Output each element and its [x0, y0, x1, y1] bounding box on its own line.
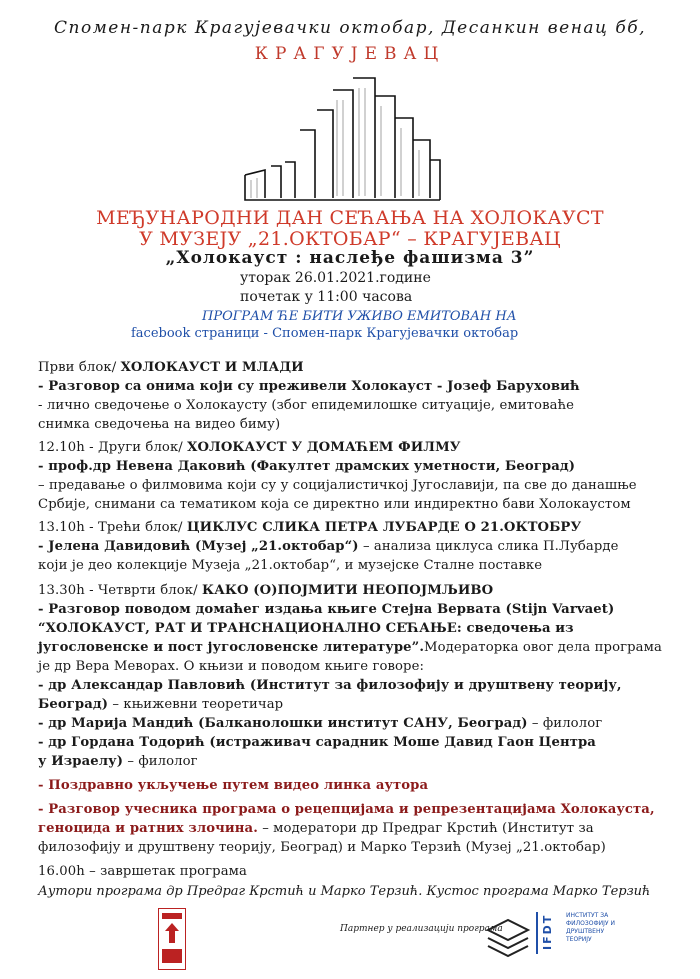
block2-line3: – предавање о филмовима који су у социјалистичкој Југославији, па све до данашње: [38, 478, 637, 493]
ifdt-line3: ДРУШТВЕНУ: [566, 928, 605, 935]
block4-title: КАКО (О)ПОЈМИТИ НЕОПОЈМЉИВО: [201, 583, 494, 598]
live-notice: ПРОГРАМ ЋЕ БИТИ УЖИВО ЕМИТОВАН НА: [202, 309, 517, 324]
ifdt-abbr: IFDT: [541, 913, 554, 950]
ifdt-line2: ФИЛОЗОФИЈУ И: [566, 920, 615, 927]
block2-line4: Србије, снимани са тематиком која се директно или индиректно бави Холокаустом: [38, 497, 631, 512]
block3-lead: 13.10h - Трећи блок/: [38, 520, 187, 535]
event-title-line1: МЕЂУНАРОДНИ ДАН СЕЋАЊА НА ХОЛОКАУСТ: [96, 207, 604, 229]
block3-line2-rest: – анализа циклуса слика П.Лубарде: [358, 539, 619, 554]
program-authors: Аутори програма др Предраг Крстић и Марко Терзић. Кустос програма Марко Терзић: [38, 884, 651, 899]
block1-line3: - лично сведочење о Холокаусту (због епидемилошке ситуације, емитоваће: [38, 398, 575, 413]
discussion-line2-rest: – модератори др Предраг Крстић (Институт за: [257, 821, 594, 836]
block4-speaker3-cont: [38, 752, 198, 771]
ifdt-name: [566, 912, 615, 944]
block4-speaker1-city: Београд): [38, 697, 109, 712]
block4-line2: - Разговор поводом домаћег издања књиге Стејна Вервата (Stijn Varvaet): [38, 602, 615, 617]
block4-speaker2-role: – филолог: [527, 716, 603, 731]
ifdt-books-icon: [482, 910, 534, 960]
block4-line4: [38, 638, 662, 657]
block4-speaker1-role: – књижевни теоретичар: [108, 697, 284, 712]
block3-line3: који је део колекције Музеја „21.октобар“, и музејске Сталне поставке: [38, 558, 543, 573]
block4-speaker2: [38, 714, 602, 733]
facebook-link[interactable]: facebook страници - Спомен-парк Крагујевачки октобар: [131, 326, 519, 341]
block4-speaker1-cont: [38, 695, 283, 714]
event-start-time: почетак у 11:00 часова: [240, 289, 413, 305]
discussion-line3: филозофију и друштвену теорију, Београд) и Марко Терзић (Музеј „21.октобар): [38, 840, 606, 855]
block1-title: ХОЛОКАУСТ И МЛАДИ: [120, 360, 304, 375]
event-title-line2: У МУЗЕЈУ „21.ОКТОБАР“ – КРАГУЈЕВАЦ: [139, 228, 561, 250]
block3-line2: [38, 537, 619, 556]
ifdt-line4: ТЕОРИЈУ: [566, 936, 592, 943]
block2-line2: - проф.др Невена Даковић (Факултет драмских уметности, Београд): [38, 459, 576, 474]
block4-speaker3-role: – филолог: [123, 754, 198, 769]
event-subtitle: „Холокауст : наслеђе фашизма 3”: [165, 248, 535, 268]
address-line: Спомен-парк Крагујевачки октобар, Десанкин венац бб,: [54, 18, 646, 38]
city-name: КРАГУЈЕВАЦ: [254, 44, 446, 64]
block1-heading: [38, 358, 304, 377]
ifdt-line1: ИНСТИТУТ ЗА: [566, 912, 609, 919]
block3-heading: [38, 518, 581, 537]
discussion-line2: [38, 819, 594, 838]
ifdt-divider: [536, 912, 538, 954]
block4-line4-rest: Модераторка овог дела програма: [424, 640, 662, 655]
block2-lead: 12.10h - Други блок/: [38, 440, 188, 455]
program-end: 16.00h – завршетак програма: [38, 864, 248, 879]
block4-speaker1: - др Александар Павловић (Институт за филозофију и друштвену теорију,: [38, 678, 622, 693]
block4-speaker2-name: - др Марија Мандић (Балканолошки институт САНУ, Београд): [38, 716, 528, 731]
block4-line4-bold: југословенске и пост југословенске литературе”.: [38, 640, 425, 655]
greeting-line: - Поздравно укључење путем видео линка аутора: [38, 778, 429, 793]
block1-line4: снимка сведочења на видео биму): [38, 417, 281, 432]
block2-title: ХОЛОКАУСТ У ДОМАЋЕМ ФИЛМУ: [187, 440, 461, 455]
discussion-line1: - Разговор учесника програма о рецепцијама и репрезентацијама Холокауста,: [38, 802, 655, 817]
block1-lead: Први блок/: [38, 360, 121, 375]
block4-heading: [38, 581, 493, 600]
block4-speaker3: - др Гордана Тодорић (истраживач сарадник Моше Давид Гаон Центра: [38, 735, 596, 750]
block3-title: ЦИКЛУС СЛИКА ПЕТРА ЛУБАРДЕ О 21.ОКТОБРУ: [186, 520, 582, 535]
partner-caption: Партнер у реализацији програма: [340, 924, 503, 934]
block4-lead: 13.30h - Четврти блок/: [38, 583, 202, 598]
discussion-line2-bold: геноцида и ратних злочина.: [38, 821, 258, 836]
monument-illustration: [225, 70, 465, 210]
block2-heading: [38, 438, 461, 457]
museum-logo-icon: [159, 909, 185, 969]
block4-speaker3-country: у Израелу): [38, 754, 124, 769]
block4-line3: “ХОЛОКАУСТ, РАТ И ТРАНСНАЦИОНАЛНО СЕЋАЊЕ: сведочења из: [38, 621, 574, 636]
block1-line2: - Разговор са онима који су преживели Холокауст - Јозеф Баруховић: [38, 379, 580, 394]
block3-speaker: - Јелена Давидовић (Музеј „21.октобар“): [38, 539, 359, 554]
event-date: уторак 26.01.2021.године: [240, 270, 431, 286]
block4-line5: је др Вера Меворах. О књизи и поводом књиге говоре:: [38, 659, 425, 674]
museum-logo: [158, 908, 186, 970]
